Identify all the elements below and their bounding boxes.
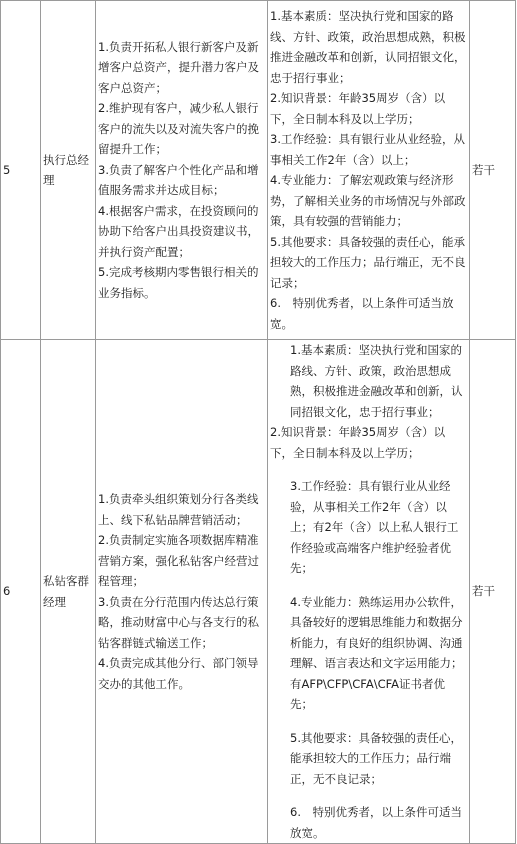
row-number: 5: [1, 1, 41, 340]
position-title: 执行总经理: [41, 1, 96, 340]
duties-cell: [96, 340, 268, 844]
requirements-cell: [268, 340, 470, 844]
duty-item: 4.根据客户需求，在投资顾问的协助下给客户出具投资建议书，并执行资产配置；: [98, 203, 259, 259]
requirement-item: 5.其他要求：具备较强的责任心，能承担较大的工作压力；品行端正，无不良记录；: [290, 730, 462, 786]
row-number: 6: [1, 340, 41, 844]
paragraph-spacer: [270, 789, 467, 802]
requirement-item: 3.工作经验：具有银行业从业经验，从事相关工作2年（含）以上；有2年（含）以上私人银行工作经验或高端客户维护经验者优先；: [290, 479, 459, 575]
table-row: [1, 340, 516, 844]
paragraph-spacer: [270, 715, 467, 728]
requirement-item: 1.基本素质：坚决执行党和国家的路线、方针、政策，政治思想成熟，积极推进金融改革和创新，认同招银文化，忠于招行事业；: [270, 9, 466, 85]
requirement-item: 2.知识背景：年龄35周岁（含）以下，全日制本科及以上学历；: [270, 425, 446, 460]
requirement-item: 5.其他要求：具备较强的责任心，能承担较大的工作压力；品行端正，无不良记录；: [270, 234, 466, 290]
duty-item: 2.负责制定实施各项数据库精准营销方案，强化私钻客户经营过程管理；: [98, 533, 259, 588]
requirement-item: 2.知识背景：年龄35周岁（含）以下，全日制本科及以上学历；: [270, 91, 446, 126]
requirement-item: 6. 特别优秀者，以上条件可适当放宽。: [290, 805, 462, 840]
headcount: 若干: [470, 1, 516, 340]
duty-item: 4.负责完成其他分行、部门领导交办的其他工作。: [98, 656, 259, 691]
headcount: 若干: [470, 340, 516, 844]
requirement-item: 4.专业能力：了解宏观政策与经济形势，了解相关业务的市场情况与外部政策，具有较强的营销能力；: [270, 173, 466, 228]
duty-item: 3.负责了解客户个性化产品和增值服务需求并达成目标；: [98, 162, 259, 198]
duty-item: 1.负责开拓私人银行新客户及新增客户总资产，提升潜力客户及客户总资产；: [98, 39, 259, 95]
requirement-item: 1.基本素质：坚决执行党和国家的路线、方针、政策，政治思想成熟，积极推进金融改革和创新，认同招银文化，忠于招行事业；: [290, 343, 463, 419]
requirement-item: 4.专业能力：熟练运用办公软件，具备较好的逻辑思维能力和数据分析能力，有良好的组织协调、沟通理解、语言表达和文字运用能力；有AFP\CFP\CFA\CFA证书者优先；: [290, 594, 463, 711]
duty-item: 5.完成考核期内零售银行相关的业务指标。: [98, 265, 259, 300]
table-row: [1, 1, 516, 340]
paragraph-spacer: [270, 579, 467, 592]
duty-item: 2.维护现有客户，减少私人银行客户的流失以及对流失客户的挽留提升工作；: [98, 101, 259, 157]
requirements-cell: [268, 1, 470, 340]
duty-item: 3.负责在分行范围内传达总行策略，推动财富中心与各支行的私钻客群链式输送工作；: [98, 594, 259, 650]
paragraph-spacer: [270, 463, 467, 476]
duty-item: 1.负责牵头组织策划分行各类线上、线下私钻品牌营销活动；: [98, 492, 259, 527]
requirement-item: 3.工作经验：具有银行业从业经验，从事相关工作2年（含）以上；: [270, 132, 465, 167]
duties-cell: [96, 1, 268, 340]
requirement-item: 6. 特别优秀者，以上条件可适当放宽。: [270, 296, 454, 331]
position-title: 私钻客群经理: [41, 340, 96, 844]
